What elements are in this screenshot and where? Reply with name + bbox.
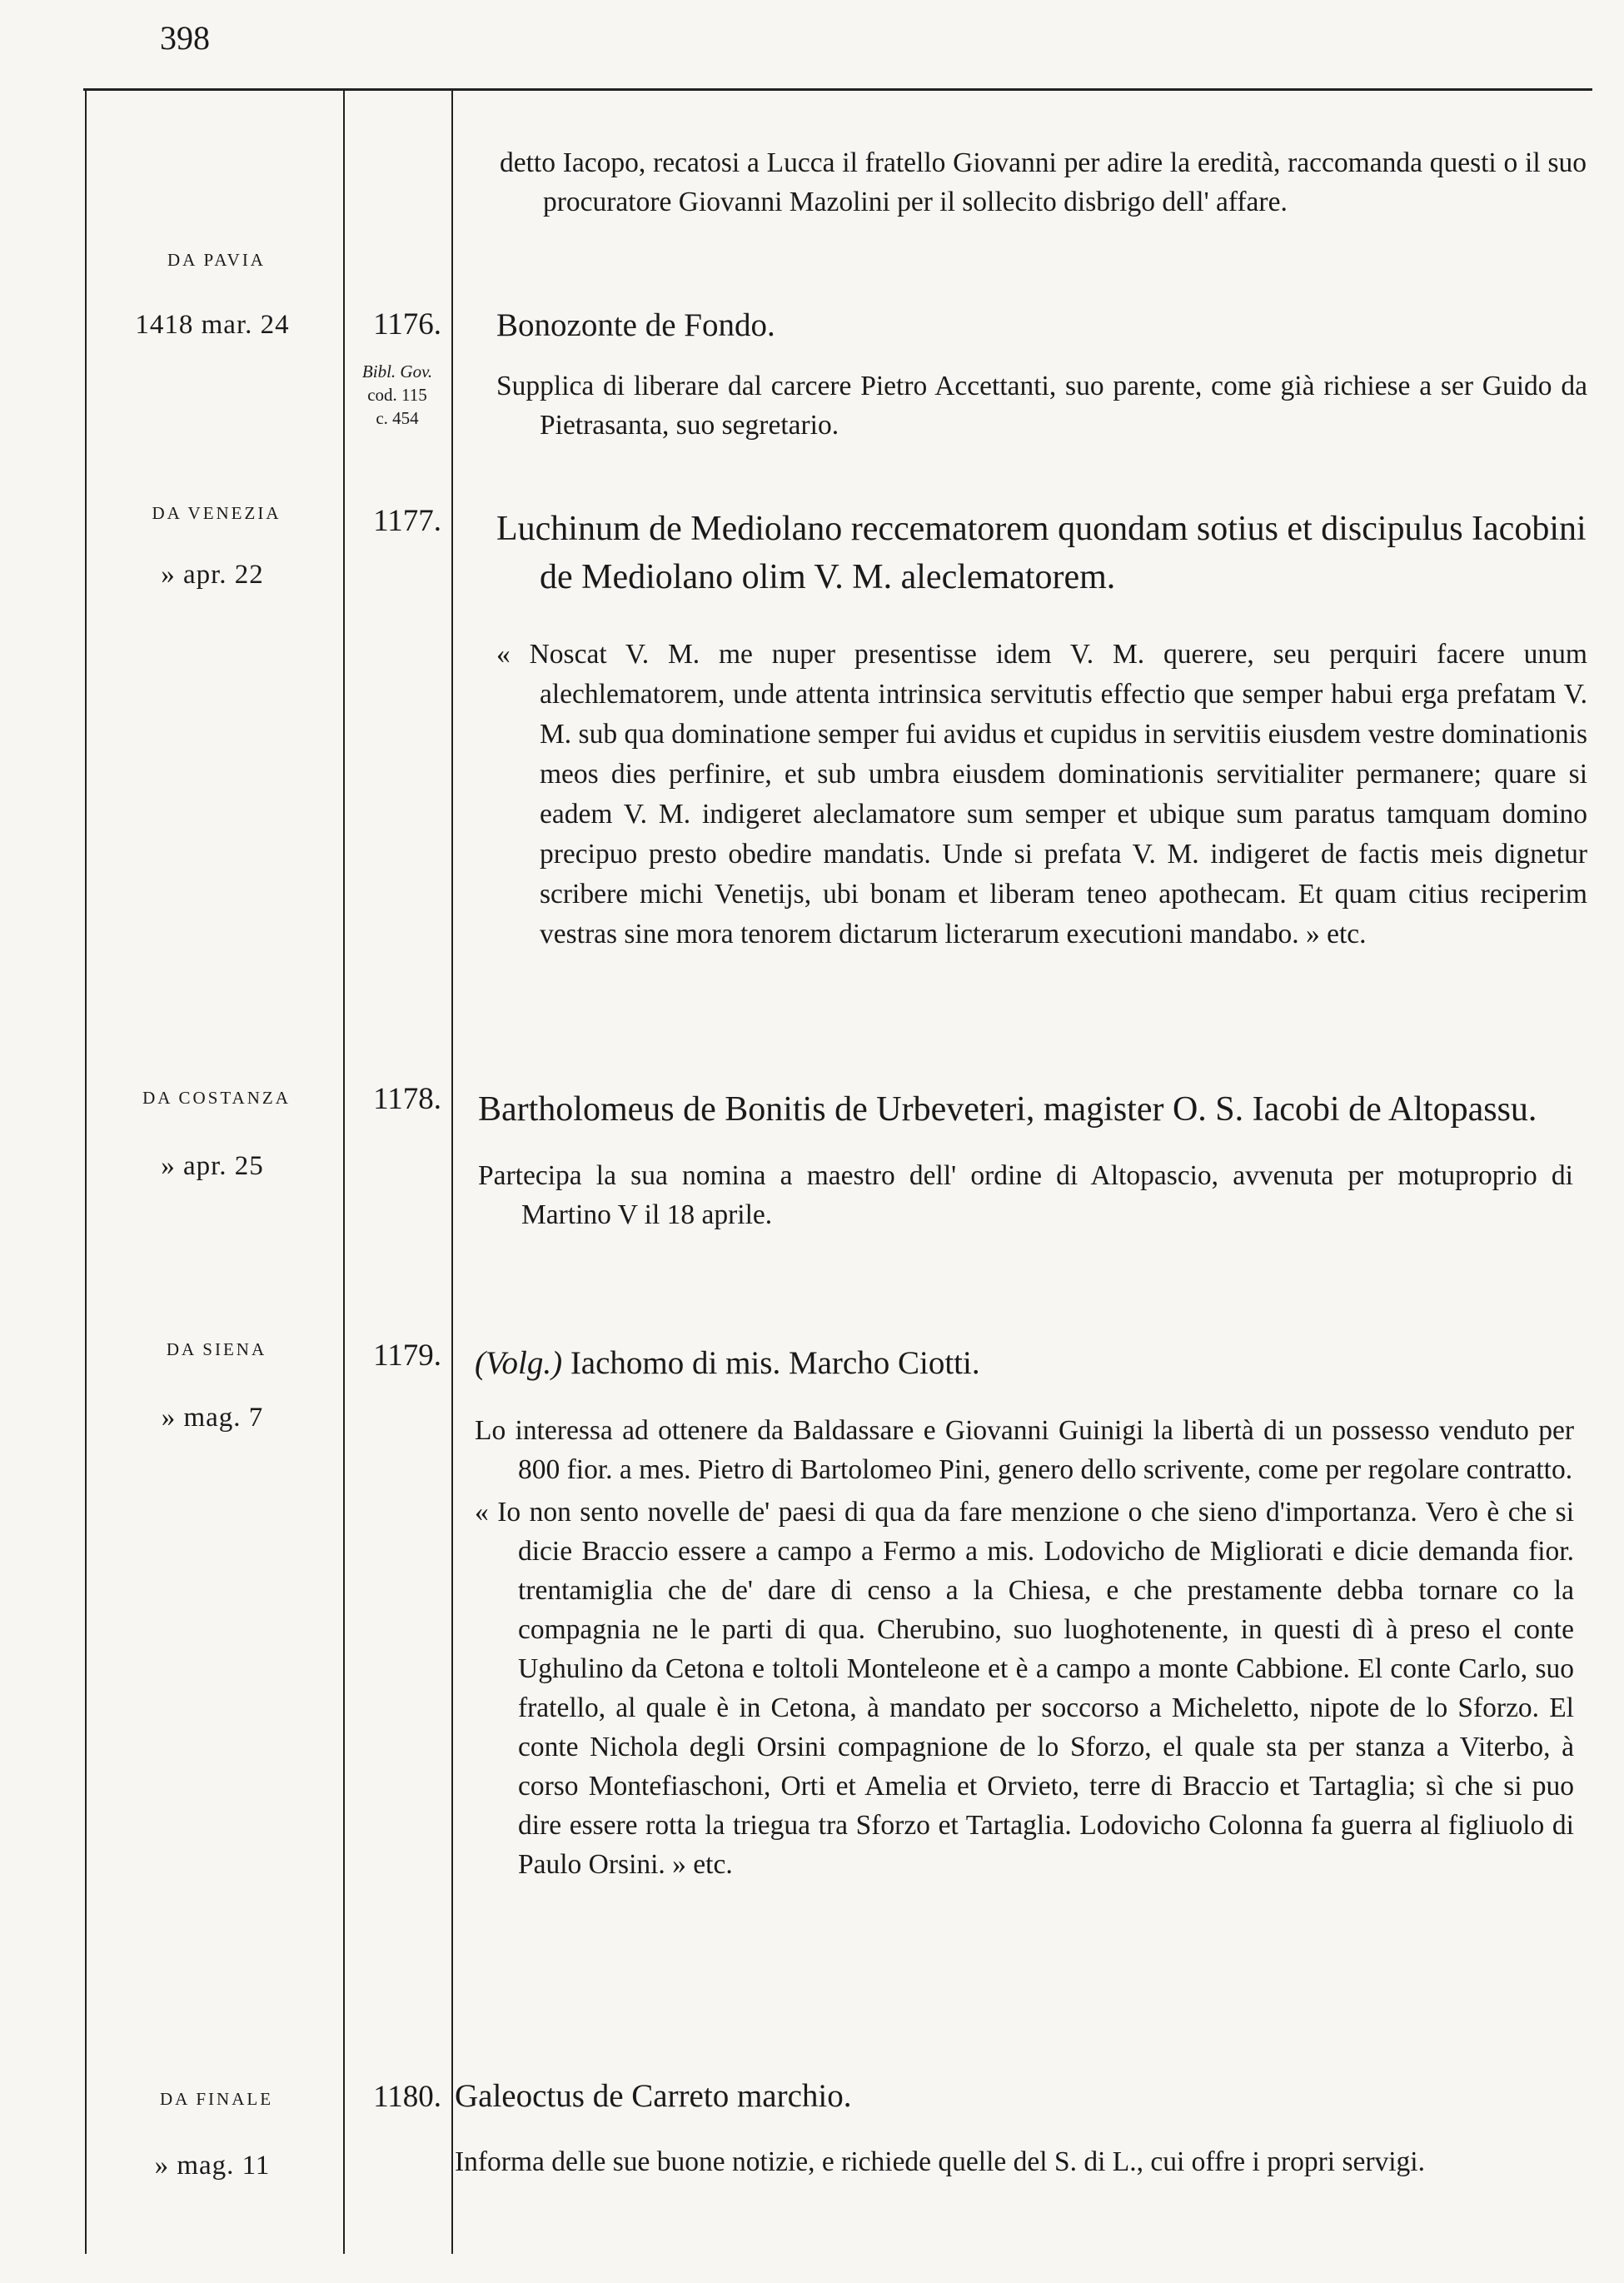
entry-1178-content <box>478 1086 1573 1234</box>
carryover-text: detto Iacopo, recatosi a Lucca il fratello Giovanni per adire la eredità, raccomanda questi o il suo procuratore Giovanni Mazolini per il sollecito disbrigo dell' affare. <box>500 147 1587 217</box>
entry-1179-from: DA SIENA <box>166 1339 267 1359</box>
carryover-paragraph <box>500 143 1587 222</box>
entry-1177-title: Luchinum de Mediolano reccematorem quondam sotius et discipulus Iacobini de Mediolano olim V. M. aleclematorem. <box>496 510 1587 596</box>
entry-1180-title: Galeoctus de Carreto marchio. <box>455 2078 852 2114</box>
top-rule <box>83 88 1592 91</box>
entry-1176-date: 1418 mar. 24 <box>135 310 290 340</box>
entry-1178-date: » apr. 25 <box>161 1151 264 1181</box>
entry-1176-source-codex: cod. 115 <box>367 385 427 405</box>
entry-1176-from: DA PAVIA <box>167 250 266 270</box>
entry-1177-date: » apr. 22 <box>161 560 264 590</box>
entry-1177-from: DA VENEZIA <box>152 503 281 523</box>
entry-1176-summary: Supplica di liberare dal carcere Pietro Accettanti, suo parente, come già richiese a ser Guido da Pietrasanta, suo segretario. <box>496 371 1587 441</box>
entry-1176-title: Bonozonte de Fondo. <box>496 307 775 343</box>
entry-1178-title: Bartholomeus de Bonitis de Urbeveteri, magister O. S. Iacobi de Altopassu. <box>478 1090 1537 1129</box>
entry-1180-number: 1180. <box>373 2080 441 2114</box>
entry-1179-content <box>475 1341 1574 1884</box>
entry-1177-content <box>496 505 1587 955</box>
entry-1179-title-line <box>475 1341 1574 1386</box>
entry-1180-summary: Informa delle sue buone notizie, e richiede quelle del S. di L., cui offre i propri servigi. <box>455 2146 1425 2177</box>
entry-1179-title-prefix: (Volg.) <box>475 1345 563 1381</box>
entry-1176-content <box>496 303 1587 445</box>
entry-1176-number: 1176. <box>373 307 441 341</box>
entry-1176-source-library: Bibl. Gov. <box>361 361 433 381</box>
entry-1177-quote: « Noscat V. M. me nuper presentisse idem V. M. querere, seu perquiri facere unum alechlematorem, unde attenta intrinsica servitutis effectio que semper habui erga prefatam V. M. sub qua dominatione semper fui avidus et cupidus in servitiis eiusdem vestre dominationis meos dies perfinire, et sub umbra eiusdem dominationis servitialiter permanere; quare si eadem V. M. indigeret aleclamatore sum semper et ubique sum paratus tamquam domino precipuo presto obedire mandatis. Unde si prefata V. M. indigeret de factis meis dignetur scribere michi Venetijs, ubi bonam et liberam teneo apothecam. Et quam citius reciperim vestras sine mora tenorem dictarum licterarum executioni mandabo. » etc. <box>496 639 1587 950</box>
entry-1179-date: » mag. 7 <box>161 1403 264 1433</box>
entry-1176-source-leaf: c. 454 <box>376 408 419 428</box>
entry-1176-source <box>343 360 451 430</box>
entry-1178-summary: Partecipa la sua nomina a maestro dell' ordine di Altopascio, avvenuta per motuproprio di Martino V il 18 aprile. <box>478 1160 1573 1230</box>
entry-1180-content <box>455 2074 1546 2181</box>
entry-1179-title: Iachomo di mis. Marcho Ciotti. <box>570 1345 980 1381</box>
entry-1180-date: » mag. 11 <box>154 2151 271 2181</box>
column-divider-right <box>451 88 453 2254</box>
entry-1178-from: DA COSTANZA <box>142 1088 291 1108</box>
page-number: 398 <box>160 19 210 57</box>
column-divider-left <box>85 88 87 2254</box>
entry-1178-number: 1178. <box>373 1082 441 1116</box>
entry-1180-from: DA FINALE <box>159 2089 274 2109</box>
entry-1179-number: 1179. <box>373 1338 441 1373</box>
entry-1179-quote: « Io non sento novelle de' paesi di qua da fare menzione o che sieno d'importanza. Vero è che si dicie Braccio essere a campo a Fermo a mis. Lodovicho de Migliorati e dicie demanda fior. trentamiglia che de' dare di censo a la Chiesa, e che prestamente debba tornare co la compagnia ne le parti di qua. Cherubino, suo luoghotenente, in questi dì à preso el conte Ughulino da Cetona e toltoli Monteleone et è a campo a monte Cabbione. El conte Carlo, suo fratello, al quale è in Cetona, à mandato per soccorso a Micheletto, nipote de lo Sforzo. El conte Nichola degli Orsini compagnione de lo Sforzo, el quale sta per stanza a Viterbo, à corso Montefiaschoni, Orti et Amelia et Orvieto, terre di Braccio et Tartaglia; sì che si puo dire essere rotta la triegua tra Sforzo et Tartaglia. Lodovicho Colonna fa guerra al figliuolo di Paulo Orsini. » etc. <box>475 1497 1574 1880</box>
entry-1177-number: 1177. <box>373 504 441 538</box>
entry-1179-summary: Lo interessa ad ottenere da Baldassare e Giovanni Guinigi la libertà di un possesso venduto per 800 fior. a mes. Pietro di Bartolomeo Pini, genero dello scrivente, come per regolare contratto. <box>475 1415 1574 1485</box>
